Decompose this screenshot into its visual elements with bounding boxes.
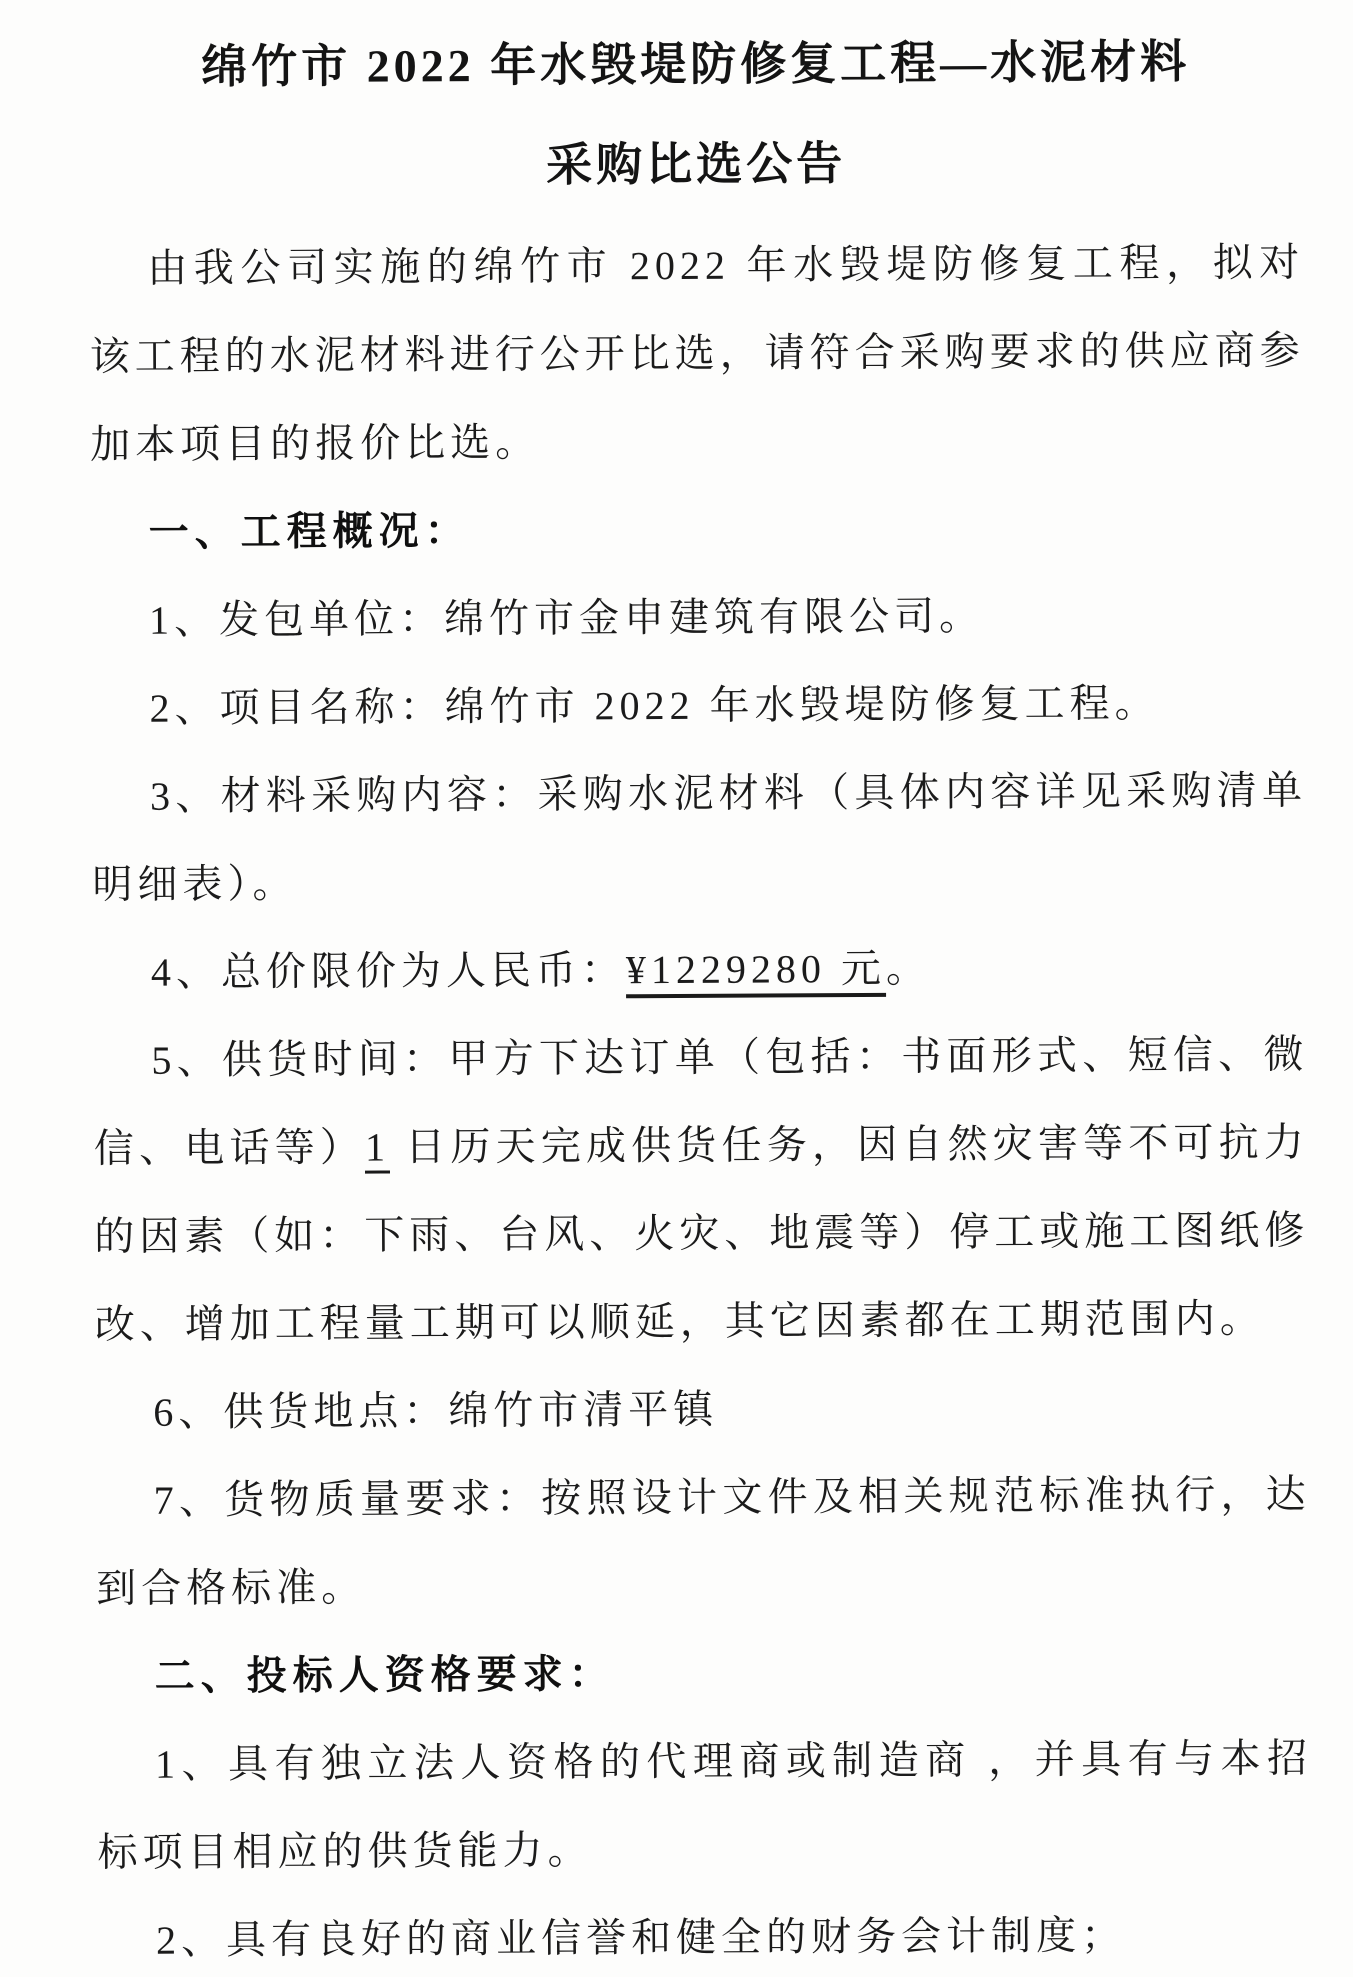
- document-title-line1: 绵竹市 2022 年水毁堤防修复工程—水泥材料: [201, 36, 1191, 93]
- item5-days-underlined: 1: [365, 1125, 390, 1174]
- section1-item-1: 1、发包单位：绵竹市金申建筑有限公司。: [148, 593, 985, 643]
- item4-suffix: 。: [885, 945, 932, 991]
- intro-paragraph: 由我公司实施的绵竹市 2022 年水毁堤防修复工程，拟对该工程的水泥材料进行公开比选，请符合采购要求的供应商参加本项目的报价比选。: [89, 239, 1305, 468]
- section1-item-6: 6、供货地点：绵竹市清平镇: [153, 1386, 719, 1435]
- section1-heading: 一、工程概况：: [148, 509, 471, 555]
- item4-prefix: 4、总价限价为人民币：: [150, 947, 627, 995]
- item5-post: 日历天完成供货任务，因自然灾害等不可抗力的因素（如：下雨、台风、火灾、地震等）停工或施工图纸修改、增加工程量工期可以顺延，其它因素都在工期范围内。: [94, 1119, 1310, 1348]
- section1-item-2: 2、项目名称：绵竹市 2022 年水毁堤防修复工程。: [149, 680, 1160, 731]
- section2-item-1: 1、具有独立法人资格的代理商或制造商 ，并具有与本招标项目相应的供货能力。: [97, 1735, 1313, 1876]
- section2-heading: 二、投标人资格要求：: [154, 1652, 615, 1699]
- item4-price-underlined: ¥1229280 元: [626, 946, 886, 998]
- section1-item-7: 7、货物质量要求：按照设计文件及相关规范标准执行，达到合格标准。: [96, 1471, 1311, 1612]
- document-title-line2: 采购比选公告: [546, 138, 847, 191]
- section2-item-2: 2、具有良好的商业信誉和健全的财务会计制度；: [155, 1912, 1127, 1963]
- section1-item-5: [93, 1011, 1310, 1369]
- section1-item-3: 3、材料采购内容：采购水泥材料（具体内容详见采购清单明细表）。: [92, 767, 1308, 908]
- section1-item-4: [93, 923, 1308, 1017]
- item5-pre: 5、供货时间：甲方下达订单（包括：书面形式、短信、微信、电话等）: [93, 1031, 1309, 1172]
